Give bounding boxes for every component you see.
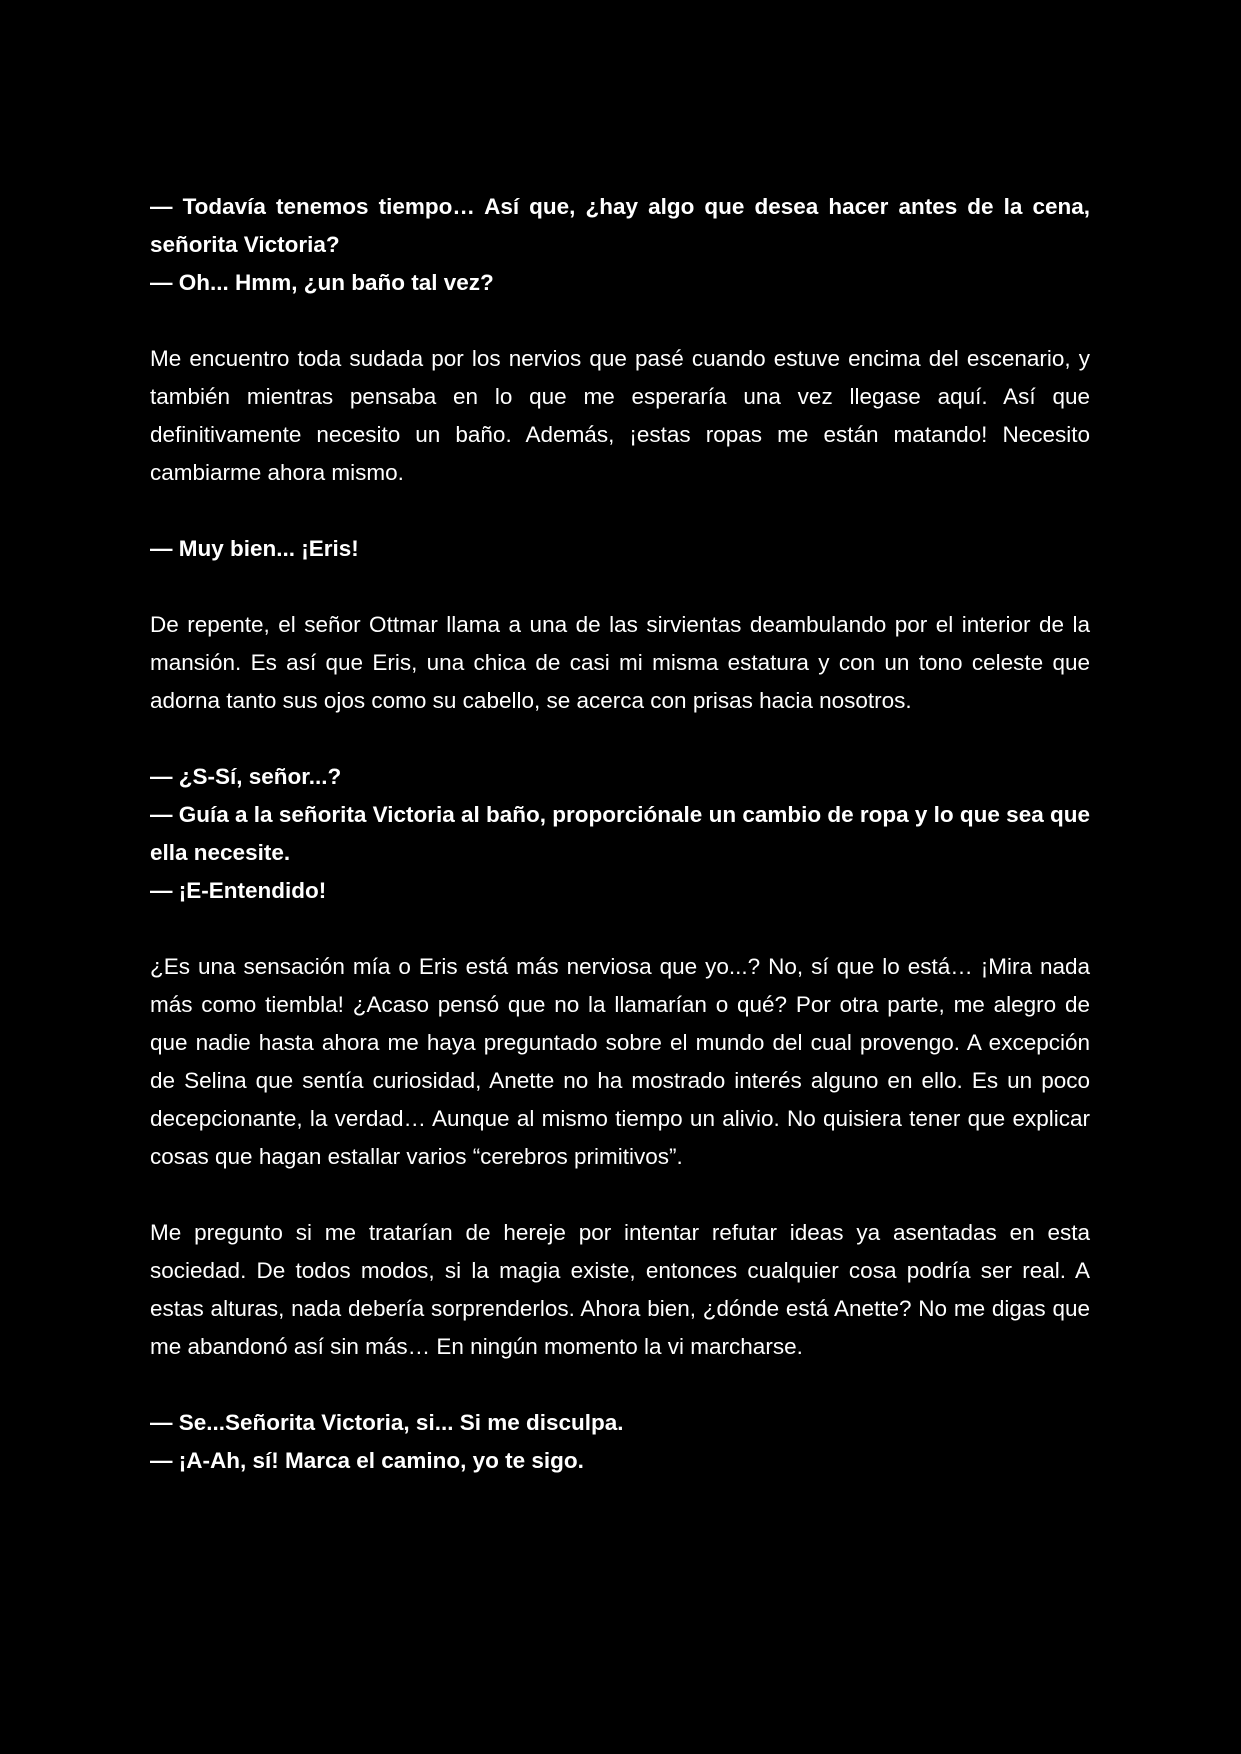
narration-paragraph: ¿Es una sensación mía o Eris está más nerviosa que yo...? No, sí que lo está… ¡Mira nada más como tiembla! ¿Acaso pensó que no la llamarían o qué? Por otra parte, me alegro de que nadie hasta ahora me haya preguntado sobre el mundo del cual provengo. A excepción de Selina que sentía curiosidad, Anette no ha mostrado interés alguno en ello. Es un poco decepcionante, la verdad… Aunque al mismo tiempo un alivio. No quisiera tener que explicar cosas que hagan estallar varios “cerebros primitivos”. [150, 954, 1090, 1169]
document-page [150, 188, 1090, 1518]
dialogue-block [150, 1404, 1090, 1480]
dialogue-line: — Oh... Hmm, ¿un baño tal vez? [150, 270, 494, 295]
narration-paragraph: Me encuentro toda sudada por los nervios que pasé cuando estuve encima del escenario, y también mientras pensaba en lo que me esperaría una vez llegase aquí. Así que definitivamente necesito un baño. Además, ¡estas ropas me están matando! Necesito cambiarme ahora mismo. [150, 346, 1090, 485]
narration-paragraph: Me pregunto si me tratarían de hereje por intentar refutar ideas ya asentadas en esta sociedad. De todos modos, si la magia existe, entonces cualquier cosa podría ser real. A estas alturas, nada debería sorprenderlos. Ahora bien, ¿dónde está Anette? No me digas que me abandonó así sin más… En ningún momento la vi marcharse. [150, 1220, 1090, 1359]
dialogue-block [150, 530, 1090, 568]
narration-paragraph: De repente, el señor Ottmar llama a una de las sirvientas deambulando por el interior de la mansión. Es así que Eris, una chica de casi mi misma estatura y con un tono celeste que adorna tanto sus ojos como su cabello, se acerca con prisas hacia nosotros. [150, 612, 1090, 713]
dialogue-line: — ¿S-Sí, señor...? [150, 764, 342, 789]
dialogue-line: — ¡E-Entendido! [150, 878, 327, 903]
dialogue-block [150, 188, 1090, 302]
dialogue-line: — Todavía tenemos tiempo… Así que, ¿hay algo que desea hacer antes de la cena, señorita Victoria? [150, 194, 1090, 257]
dialogue-line: — Muy bien... ¡Eris! [150, 536, 359, 561]
dialogue-line: — Se...Señorita Victoria, si... Si me disculpa. [150, 1410, 624, 1435]
dialogue-line: — ¡A-Ah, sí! Marca el camino, yo te sigo. [150, 1448, 584, 1473]
dialogue-block [150, 758, 1090, 910]
dialogue-line: — Guía a la señorita Victoria al baño, proporciónale un cambio de ropa y lo que sea que ella necesite. [150, 802, 1090, 865]
